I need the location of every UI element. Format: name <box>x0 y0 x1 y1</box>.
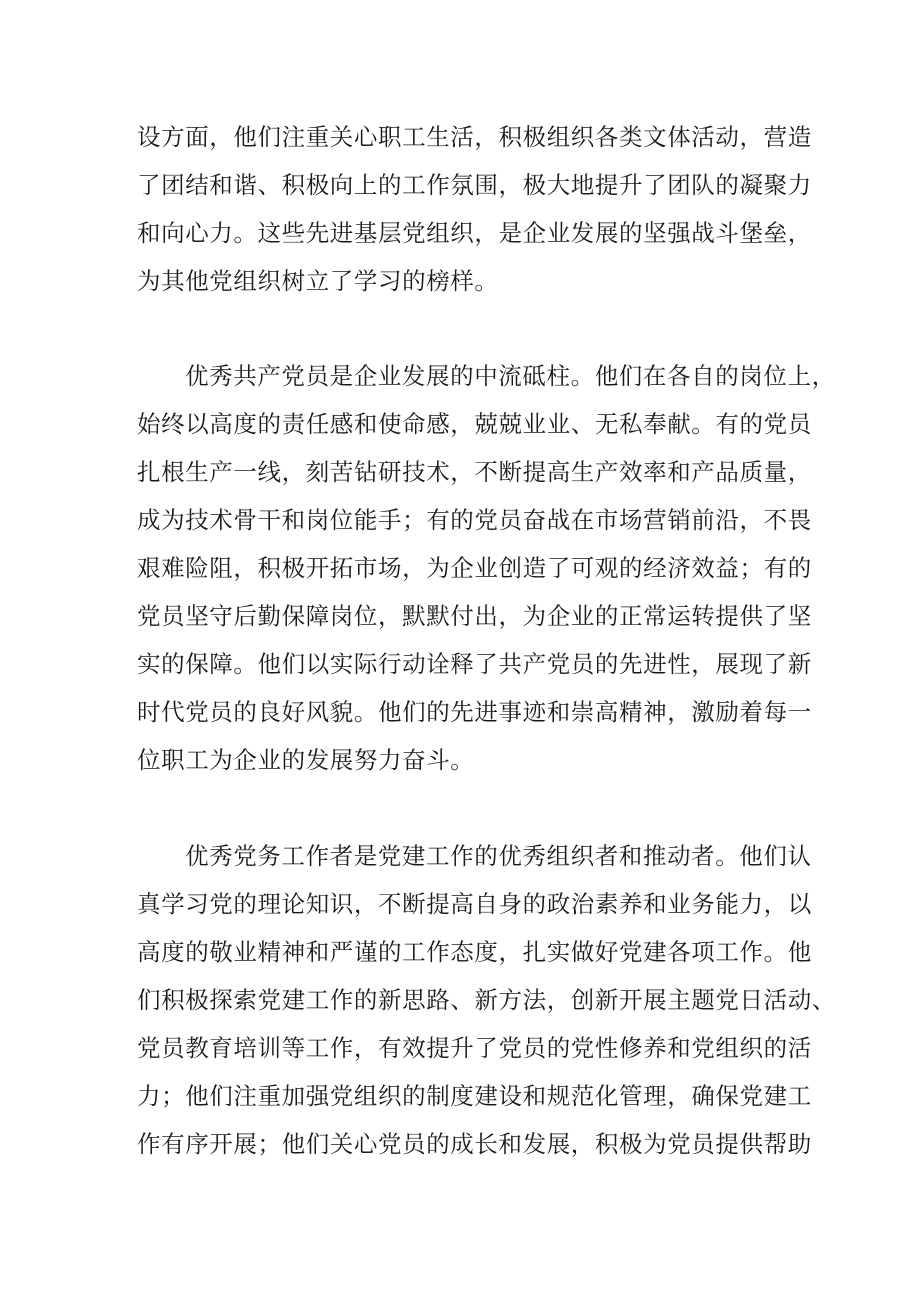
paragraph-1-line-1: 设方面，他们注重关心职工生活，积极组织各类文体活动，营造 <box>137 123 812 151</box>
paragraph-3-line-7: 作有序开展；他们关心党员的成长和发展，积极为党员提供帮助 <box>137 1130 812 1158</box>
paragraph-1-line-3: 和向心力。这些先进基层党组织，是企业发展的坚强战斗堡垒， <box>137 219 812 247</box>
paragraph-3-line-3: 高度的敬业精神和严谨的工作态度，扎实做好党建各项工作。他 <box>137 938 812 966</box>
paragraph-2-line-3: 扎根生产一线，刻苦钻研技术，不断提高生产效率和产品质量， <box>137 458 812 486</box>
paragraph-3-line-6: 力；他们注重加强党组织的制度建设和规范化管理，确保党建工 <box>137 1082 812 1110</box>
paragraph-2-line-6: 党员坚守后勤保障岗位，默默付出，为企业的正常运转提供了坚 <box>137 602 812 630</box>
paragraph-1-line-2: 了团结和谐、积极向上的工作氛围，极大地提升了团队的凝聚力 <box>137 171 812 199</box>
paragraph-2-line-2: 始终以高度的责任感和使命感，兢兢业业、无私奉献。有的党员 <box>137 410 812 438</box>
paragraph-2-line-4: 成为技术骨干和岗位能手；有的党员奋战在市场营销前沿，不畏 <box>137 506 812 534</box>
paragraph-2-line-9: 位职工为企业的发展努力奋斗。 <box>137 746 475 774</box>
paragraph-2-line-8: 时代党员的良好风貌。他们的先进事迹和崇高精神，激励着每一 <box>137 698 812 726</box>
paragraph-3-line-4: 们积极探索党建工作的新思路、新方法，创新开展主题党日活动、 <box>137 986 836 1014</box>
paragraph-3-line-1: 优秀党务工作者是党建工作的优秀组织者和推动者。他们认 <box>185 842 812 870</box>
paragraph-2-line-5: 艰难险阻，积极开拓市场，为企业创造了可观的经济效益；有的 <box>137 554 812 582</box>
paragraph-2-line-7: 实的保障。他们以实际行动诠释了共产党员的先进性，展现了新 <box>137 650 812 678</box>
paragraph-3-line-5: 党员教育培训等工作，有效提升了党员的党性修养和党组织的活 <box>137 1034 812 1062</box>
paragraph-1-line-4: 为其他党组织树立了学习的榜样。 <box>137 267 499 295</box>
paragraph-3-line-2: 真学习党的理论知识，不断提高自身的政治素养和业务能力，以 <box>137 890 812 918</box>
paragraph-2-line-1: 优秀共产党员是企业发展的中流砥柱。他们在各自的岗位上， <box>185 362 836 390</box>
